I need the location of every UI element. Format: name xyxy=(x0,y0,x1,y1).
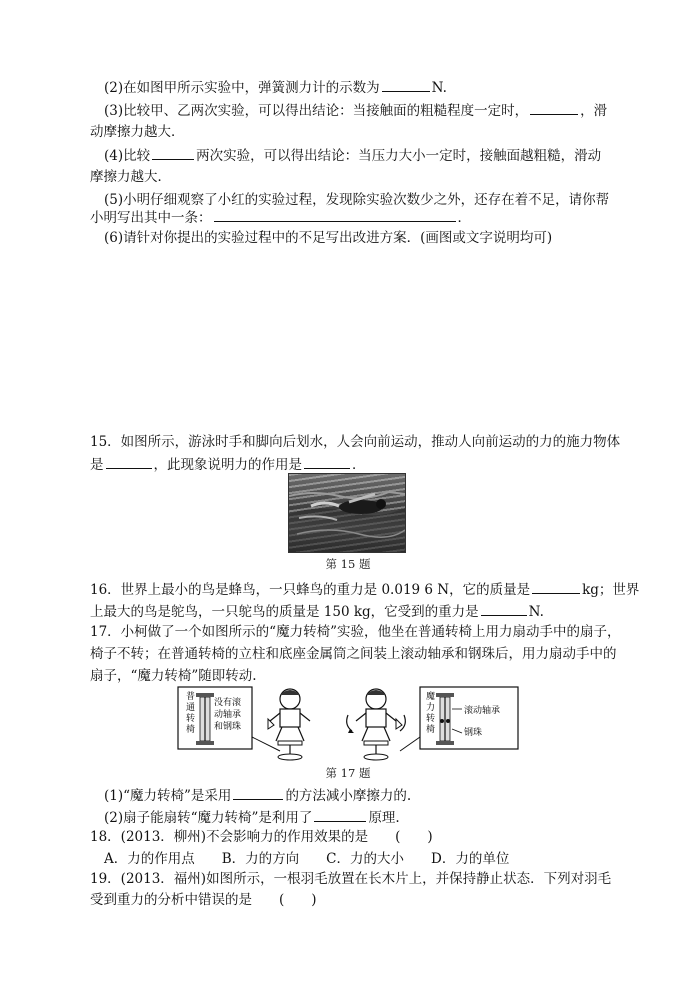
q14-line-4 xyxy=(0,145,696,166)
text: ，滑 xyxy=(580,103,608,119)
text: (2)在如图甲所示实验中，弹簧测力计的示数为 xyxy=(104,80,380,96)
left-note-1: 没有滚 xyxy=(214,698,242,708)
left-note-2: 动轴承 xyxy=(214,710,242,720)
text: ． xyxy=(457,210,471,226)
q19-line-2: 受到重力的分析中错误的是 ( ) xyxy=(90,892,317,908)
text: (2)扇子能扇转“魔力转椅”是利用了 xyxy=(104,810,313,826)
boy-fanning-left xyxy=(268,689,310,760)
answer-blank[interactable] xyxy=(214,207,456,222)
left-label-char: 转 xyxy=(186,714,196,724)
left-label-char: 普 xyxy=(186,692,196,702)
text: ，此现象说明力的作用是 xyxy=(153,457,302,473)
boy-fanning-right xyxy=(347,689,406,760)
answer-blank[interactable] xyxy=(481,601,527,616)
q17-line-2: 椅子不转；在普通转椅的立柱和底座金属筒之间装上滚动轴承和钢珠后，用力扇动手中的 xyxy=(90,646,617,662)
answer-blank[interactable] xyxy=(532,579,580,594)
answer-blank[interactable] xyxy=(152,145,194,160)
q19-line-1: 19．(2013．福州)如图所示，一根羽毛放置在长木片上，并保持静止状态．下列对羽毛 xyxy=(90,871,612,887)
magic-chair-figure xyxy=(176,685,522,763)
text: 两次实验，可以得出结论：当压力大小一定时，接触面越粗糙，滑动 xyxy=(196,148,602,164)
q16-line-1 xyxy=(0,579,696,600)
q14-line-3-cont: 动摩擦力越大． xyxy=(90,124,185,140)
right-note-1: 滚动轴承 xyxy=(464,706,501,716)
q17-sub-1 xyxy=(0,785,696,806)
q14-line-5-cont xyxy=(0,207,696,228)
q18-options: A．力的作用点 B．力的方向 C．力的大小 D．力的单位 xyxy=(104,851,510,867)
q18-stem: 18．(2013．柳州)不会影响力的作用效果的是 ( ) xyxy=(90,829,433,845)
left-label-char: 椅 xyxy=(186,725,196,735)
figure-caption-17: 第 17 题 xyxy=(325,766,371,780)
text: 16．世界上最小的鸟是蜂鸟，一只蜂鸟的重力是 0.019 6 N，它的质量是 xyxy=(90,582,531,598)
text: (4)比较 xyxy=(104,148,151,164)
text: kg；世界 xyxy=(582,582,640,598)
q15-line-1: 15．如图所示，游泳时手和脚向后划水，人会向前运动，推动人向前运动的力的施力物体 xyxy=(90,434,621,450)
text: 上最大的鸟是鸵鸟，一只鸵鸟的质量是 150 kg，它受到的重力是 xyxy=(90,604,479,620)
q14-line-5: (5)小明仔细观察了小红的实验过程，发现除实验次数少之外，还存在着不足，请你帮 xyxy=(104,192,610,208)
text: ． xyxy=(352,457,366,473)
q17-line-1: 17．小柯做了一个如图所示的“魔力转椅”实验，他坐在普通转椅上用力扇动手中的扇子， xyxy=(90,624,621,640)
q17-sub-2 xyxy=(0,807,696,828)
q14-line-3 xyxy=(0,100,696,121)
q17-line-3: 扇子，“魔力转椅”随即转动. xyxy=(90,668,257,684)
text: (3)比较甲、乙两次实验，可以得出结论：当接触面的粗糙程度一定时， xyxy=(104,103,529,119)
text: 是 xyxy=(90,457,104,473)
right-label-char: 力 xyxy=(426,703,436,713)
figure-caption-15: 第 15 题 xyxy=(325,557,371,571)
right-label-char: 转 xyxy=(426,714,436,724)
text: 小明写出其中一条： xyxy=(90,210,212,226)
q14-line-2 xyxy=(0,77,696,98)
answer-blank[interactable] xyxy=(233,785,283,800)
answer-blank[interactable] xyxy=(314,807,366,822)
answer-blank[interactable] xyxy=(106,454,152,469)
answer-blank[interactable] xyxy=(530,100,578,115)
text: N. xyxy=(528,604,544,620)
right-label-char: 魔 xyxy=(426,692,436,702)
right-note-2: 钢珠 xyxy=(464,728,483,738)
answer-blank[interactable] xyxy=(304,454,350,469)
left-note-3: 和钢珠 xyxy=(214,722,242,732)
text: N. xyxy=(431,80,447,96)
q14-line-6: (6)请针对你提出的实验过程中的不足写出改进方案．(画图或文字说明均可) xyxy=(104,230,553,246)
q15-line-2 xyxy=(0,454,696,475)
text: 的方法减小摩擦力的. xyxy=(285,788,412,804)
right-label-char: 椅 xyxy=(426,725,436,735)
swimmer-photo xyxy=(288,473,406,553)
q14-line-4-cont: 摩擦力越大． xyxy=(90,169,171,185)
left-label-char: 通 xyxy=(186,703,196,713)
answer-blank[interactable] xyxy=(382,77,430,92)
text: (1)“魔力转椅”是采用 xyxy=(104,788,232,804)
q16-line-2 xyxy=(0,601,696,622)
text: 原理. xyxy=(368,810,400,826)
